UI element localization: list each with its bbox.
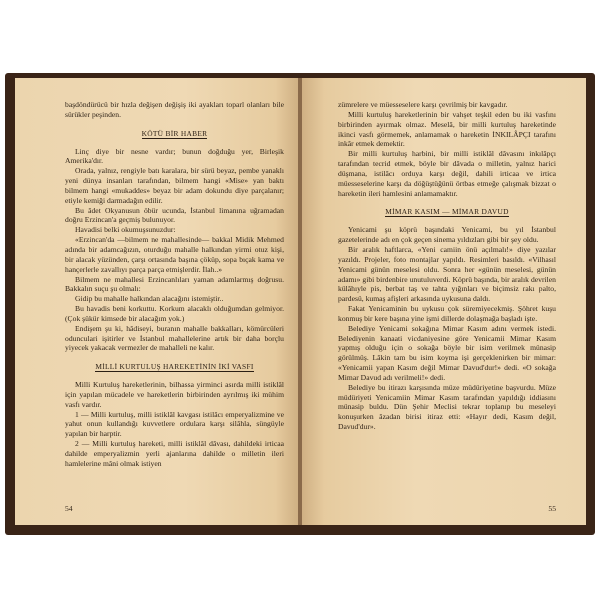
paragraph: Fakat Yenicaminin bu uykusu çok süremiyecekmiş. Şöhret kuşu konmuş bir kere başına yine işmi dillerde dolaşmağa başladı işte.	[338, 304, 556, 323]
left-bottom-text	[65, 380, 284, 469]
paragraph: Bilmem ne mahallesi Erzincanlıları yaman adamlarmış doğrusu. Bakkalın suçu şu olmalı:	[65, 274, 284, 294]
right-page-number: 55	[548, 504, 556, 513]
paragraph: Bir milli kurtuluş harbini, bir milli istiklâl dâvasını inkılâpçı tarafından tecrid etmek, böyle bir dâvada o milletin, yalnız harici düşmana, istilâcı orduya karşı değil, dahili irticaa ve irtica müesseselerine karşı da döğüştüğünü örtbas etmeğe çalışmak bizzat o hareketin ileri hamlesini anlamamaktır.	[338, 149, 556, 198]
right-heading-mimar-kasim: MİMAR KASIM — MİMAR DAVUD	[385, 207, 509, 217]
paragraph: Linç diye bir nesne vardır; bunun doğduğu yer, Birleşik Amerika'dır.	[65, 146, 284, 166]
paragraph: 2 — Milli kurtuluş hareketi, milli istiklâl dâvası, dahildeki irticaa dahilde emperyalizmin yerli ajanlarına dahilde o milletin ileri hamlelerine mâni olmak istiyen	[65, 439, 284, 468]
paragraph: «Erzincan'da —bilmem ne mahallesinde— bakkal Midik Mehmed adında bir adamcağızın, oturduğu mahalle halkından yirmi otuz kişi, bir alacak yüzünden, çarşı ortasında başına çöküp, sopa bıçak kama ve hançerlerle zavallıyı parça parça etmişlerdir. İlah..»	[65, 235, 284, 274]
paragraph: Orada, yalnız, rengiyle batı karalara, bir sürü beyaz, pembe yanaklı yeni dünya insanları tarafından, bilmem hangi «Mise» yan baktı bilmem hangi «mukaddes» beyaz bir adam dokundu diye parçalanır; etiyle kemiği darmadağın edilir.	[65, 166, 284, 205]
paragraph: başdöndürücü bir hızla değişen değişiş iki ayakları toparl olanları bile sürükler peşinden.	[65, 100, 284, 119]
paragraph: Belediye Yenicami sokağına Mimar Kasım adını vermek istedi. Belediyenin kanaati vicdaniyesine göre Yenicamii Mimar Kasım yapmış olduğu için o sokağa böyle bir isim verilmek münasip görülmüş. Lâkin tam bu isim koyma işi gerçeklenirken bir mimar: «Yenicamii yapan Kasım değil Mimar Davud'dur!» dedi. «O sokağa Mimar Davud adı verilmeli!» dedi.	[338, 323, 556, 382]
paragraph: Bir aralık haftlarca, «Yeni camiin önü açılmalı!» diye yazılar yazıldı. Projeler, foto montajlar yapıldı. Resimleri basıldı. «Vilhasıl Yenicami günün meselesi oldu. Sonra her «günün meselesi, günün adamı» gibi birdenbire unutuluverdi. Köprü başında, bir aralık devrilen külâhıyle pis, berbat taş ve tahta yığınları ve biçimsiz rakı palto, pardesü, kumaş afişleri arkasında uykusuna daldı.	[338, 244, 556, 304]
paragraph: Belediye bu itirazı karşısında müze müdüriyetine başvurdu. Müze müdüriyeti Yenicamiin Mimar Kasım tarafından yapıldığı iddiasını münasip buldu. Dün Şehir Meclisi tekrar toplanıp bu meseleyi konuşurken âzadan birisi itiraz etti: «Hayır dedi, Kasım değil, Davud'dur».	[338, 382, 556, 432]
right-top-text	[338, 100, 556, 198]
paragraph: Milli kurtuluş hareketlerinin bir vahşet teşkil eden bu iki vasfını birbirinden ayırmak olmaz. Meselâ, bir milli kurtuluş hareketinde ikinci vasfı görmemek, anlamamak o hareketin İNKILÂPÇI tarafını inkâr etmek demektir.	[338, 109, 556, 149]
paragraph: Havadisi belki okumuşsunuzdur:	[75, 225, 176, 235]
left-page	[15, 78, 298, 525]
right-page	[302, 78, 586, 525]
paragraph: zümrelere ve müesseselere karşı çevrilmiş bir kavgadır.	[338, 100, 508, 109]
paragraph: Bu havadis beni korkuttu. Korkum alacaklı olduğumdan gelmiyor. (Çok şükür kimsede bir alacağım yok.)	[65, 304, 284, 323]
open-book	[5, 73, 595, 535]
paragraph: Milli Kurtuluş hareketlerinin, bilhassa yirminci asırda milli istiklâl için yapılan mücadele ve hareketlerin birbirinden ayrılmış iki mühim vasfı vardır.	[65, 380, 284, 409]
left-page-number: 54	[65, 504, 73, 513]
left-heading-milli-kurtulus: MİLLİ KURTULUŞ HAREKETİNİN İKİ VASFI	[95, 362, 254, 372]
paragraph: 1 — Milli kurtuluş, milli istiklâl kavgası istilâcı emperyalizmine ve yahut onun kullandığı kuvvetlere ordulara karşı silâhla, süngüyle yapılan bir harptir.	[65, 409, 284, 439]
paragraph: Bu âdet Okyanusun öbür ucunda, İstanbul limanına uğramadan doğru Erzincan'a geçmiş bulunuyor.	[65, 205, 284, 225]
paragraph: Endişem şu ki, hâdiseyi, buranın mahalle bakkalları, kömürcüleri odunculari işitirler ve İstanbul mahallelerine artık bir daha borçlu yiyecek yakacak vermezler de mahalleli ne kalır.	[65, 323, 284, 353]
right-bottom-text	[338, 225, 556, 432]
paragraph: Yenicami şu köprü başındaki Yenicami, bu yıl İstanbul gazetelerinde adı en çok geçen sinema yıldızları gibi bir şey oldu.	[338, 225, 556, 245]
left-heading-kotu-bir-haber: KÖTÜ BİR HABER	[141, 128, 208, 138]
left-top-text	[65, 100, 284, 120]
left-mid-text	[65, 147, 284, 354]
paragraph: Gidip bu mahalle halkından alacağını istemiştir..	[75, 294, 224, 304]
